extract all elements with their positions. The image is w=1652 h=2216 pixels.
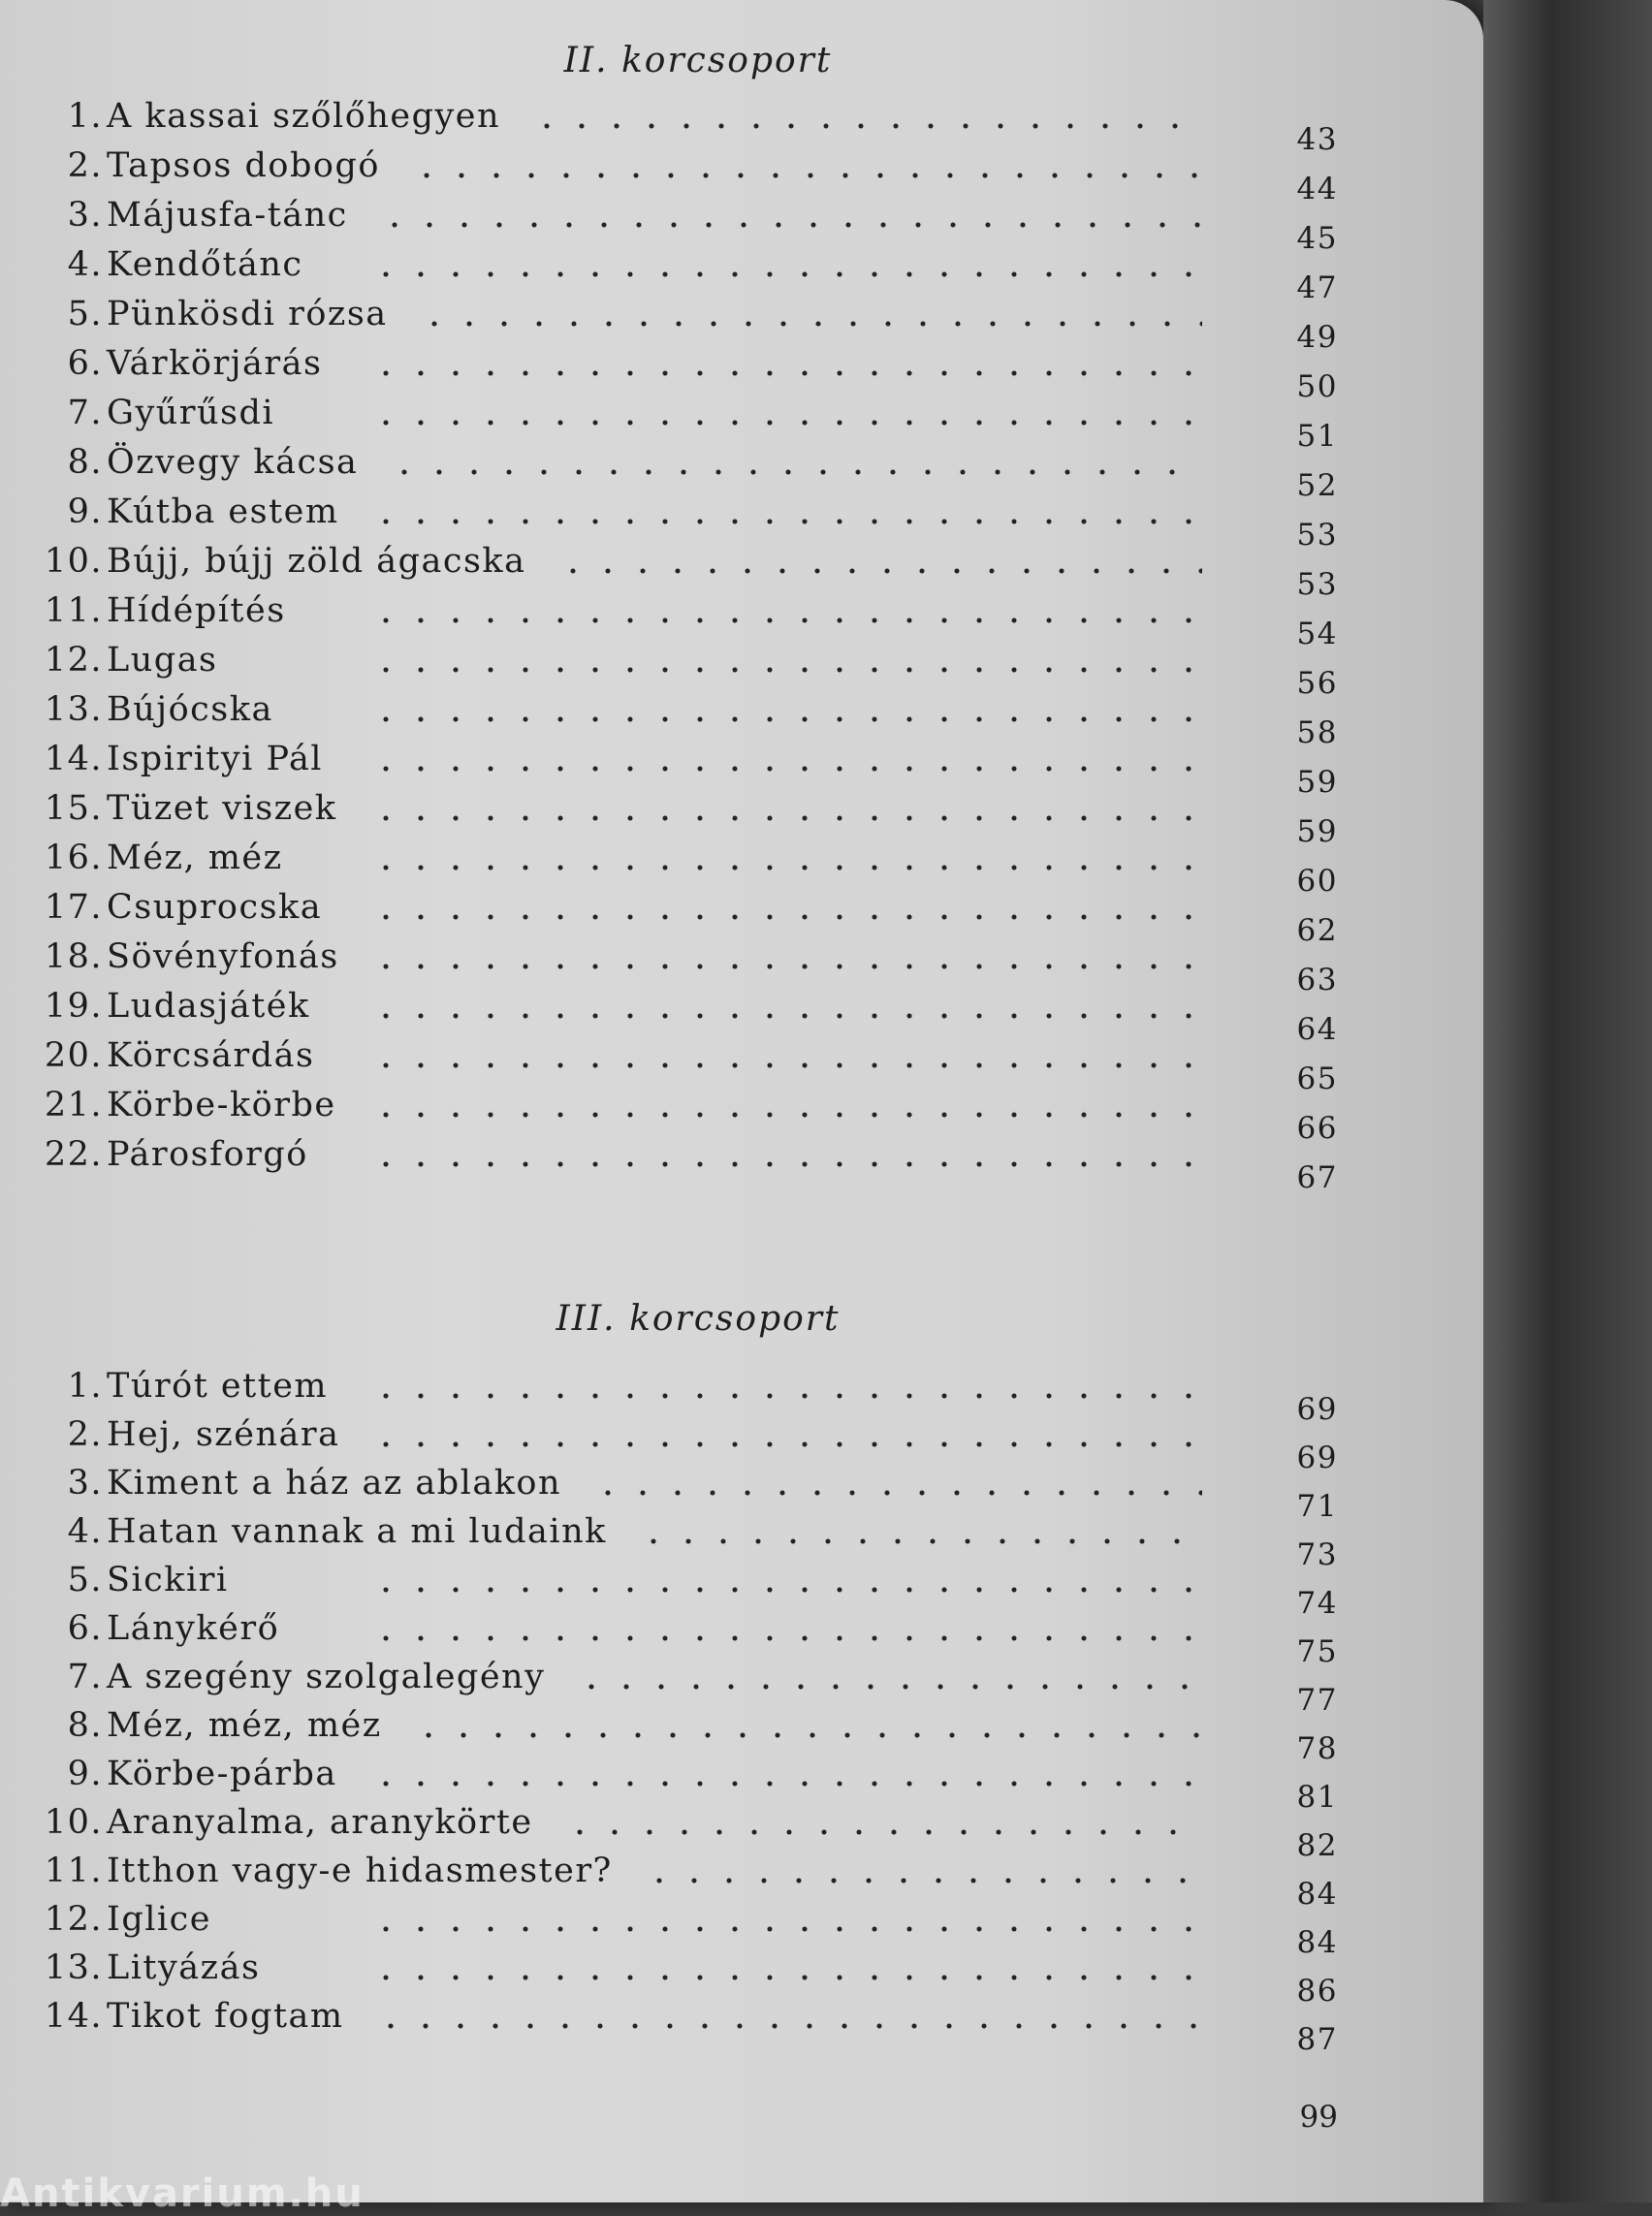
entry-title: Hej, szénára: [107, 1415, 340, 1454]
dot-leader: [642, 1877, 1202, 1884]
toc-entry: [0, 1415, 1338, 1475]
entry-number: 2.: [67, 1415, 103, 1454]
entry-title: Kiment a ház az ablakon: [107, 1464, 562, 1503]
toc-entry: [0, 1997, 1338, 2057]
entry-title: A kassai szőlőhegyen: [107, 97, 501, 136]
entry-page-number: 59: [1296, 814, 1338, 849]
dot-leader: [368, 1111, 1202, 1119]
toc-entry: [0, 987, 1338, 1047]
entry-page-number: 47: [1296, 270, 1338, 305]
dot-leader: [368, 1012, 1202, 1020]
dot-leader: [368, 666, 1202, 674]
toc-entry: [0, 394, 1338, 454]
dot-leader: [368, 1974, 1202, 1981]
entry-title: Várkörjárás: [107, 344, 323, 383]
toc-entry: [0, 641, 1338, 701]
book-edge: [1483, 0, 1652, 2202]
entry-page-number: 51: [1296, 419, 1338, 454]
toc-entry: [0, 1755, 1338, 1815]
toc-entry: [0, 1512, 1338, 1572]
toc-entry: [0, 97, 1338, 157]
entry-title: Özvegy kácsa: [107, 443, 359, 482]
toc-entry: [0, 344, 1338, 404]
entry-title: Tikot fogtam: [107, 1997, 344, 2036]
entry-page-number: 69: [1296, 1440, 1338, 1475]
entry-number: 18.: [44, 937, 103, 976]
entry-number: 5.: [67, 295, 103, 333]
dot-leader: [368, 1925, 1202, 1933]
entry-number: 19.: [44, 987, 103, 1026]
entry-number: 16.: [44, 839, 103, 877]
dot-leader: [409, 172, 1202, 179]
entry-title: Párosforgó: [107, 1135, 308, 1174]
entry-page-number: 73: [1296, 1537, 1338, 1572]
entry-title: Tüzet viszek: [107, 789, 337, 828]
dot-leader: [368, 913, 1202, 921]
toc-entry: [0, 1706, 1338, 1766]
section-heading-3: III. korcsoport: [556, 1299, 841, 1339]
dot-leader: [368, 715, 1202, 723]
entry-title: Körbe-párba: [107, 1755, 337, 1793]
entry-number: 3.: [67, 196, 103, 235]
entry-page-number: 56: [1296, 666, 1338, 701]
entry-number: 6.: [67, 1609, 103, 1648]
entry-title: A szegény szolgalegény: [107, 1658, 546, 1696]
dot-leader: [368, 419, 1202, 427]
dot-leader: [556, 567, 1202, 575]
entry-number: 1.: [67, 1367, 103, 1406]
dot-leader: [387, 468, 1202, 476]
toc-entry: [0, 937, 1338, 997]
entry-page-number: 52: [1296, 468, 1338, 503]
entry-number: 22.: [44, 1135, 103, 1174]
entry-page-number: 59: [1296, 765, 1338, 800]
entry-title: Sickiri: [107, 1561, 229, 1599]
entry-title: Lánykérő: [107, 1609, 280, 1648]
dot-leader: [368, 270, 1202, 278]
entry-title: Aranyalma, aranykörte: [107, 1803, 533, 1842]
entry-number: 11.: [44, 591, 103, 630]
toc-entry: [0, 839, 1338, 899]
entry-number: 20.: [44, 1036, 103, 1075]
entry-page-number: 84: [1296, 1925, 1338, 1960]
entry-title: Hídépítés: [107, 591, 286, 630]
entry-title: Hatan vannak a mi ludaink: [107, 1512, 607, 1551]
toc-entry: [0, 1852, 1338, 1912]
dot-leader: [373, 2022, 1202, 2030]
entry-number: 14.: [44, 1997, 103, 2036]
entry-title: Pünkösdi rózsa: [107, 295, 388, 333]
dot-leader: [574, 1683, 1202, 1691]
entry-number: 9.: [67, 492, 103, 531]
entry-number: 17.: [44, 888, 103, 927]
toc-entry: [0, 1561, 1338, 1621]
entry-number: 2.: [67, 146, 103, 185]
dot-leader: [529, 122, 1202, 130]
entry-number: 9.: [67, 1755, 103, 1793]
toc-entry: [0, 1367, 1338, 1427]
entry-number: 3.: [67, 1464, 103, 1503]
watermark: Antikvarium.hu: [0, 2171, 365, 2216]
entry-number: 7.: [67, 394, 103, 432]
toc-entry: [0, 1948, 1338, 2009]
entry-title: Lityázás: [107, 1948, 261, 1987]
entry-page-number: 49: [1296, 320, 1338, 355]
entry-page-number: 53: [1296, 518, 1338, 553]
page-number: 99: [1299, 2100, 1338, 2135]
dot-leader: [368, 765, 1202, 773]
entry-title: Kútba estem: [107, 492, 339, 531]
dot-leader: [368, 1440, 1202, 1448]
dot-leader: [368, 1061, 1202, 1069]
entry-page-number: 53: [1296, 567, 1338, 602]
toc-entry: [0, 740, 1338, 800]
entry-number: 7.: [67, 1658, 103, 1696]
entry-number: 15.: [44, 789, 103, 828]
entry-number: 11.: [44, 1852, 103, 1890]
entry-title: Körbe-körbe: [107, 1086, 336, 1124]
dot-leader: [368, 1780, 1202, 1788]
toc-entry: [0, 1803, 1338, 1863]
toc-entry: [0, 492, 1338, 553]
dot-leader: [411, 1731, 1202, 1739]
toc-entry: [0, 789, 1338, 849]
entry-page-number: 77: [1296, 1683, 1338, 1718]
dot-leader: [368, 1392, 1202, 1400]
entry-number: 12.: [44, 1900, 103, 1939]
dot-leader: [368, 518, 1202, 525]
toc-entry: [0, 1900, 1338, 1960]
dot-leader: [368, 369, 1202, 377]
toc-entry: [0, 542, 1338, 602]
entry-number: 4.: [67, 245, 103, 284]
entry-title: Méz, méz: [107, 839, 283, 877]
entry-title: Bújj, bújj zöld ágacska: [107, 542, 526, 581]
entry-number: 4.: [67, 1512, 103, 1551]
entry-page-number: 54: [1296, 617, 1338, 651]
dot-leader: [377, 221, 1202, 229]
dot-leader: [368, 814, 1202, 822]
section-heading-2: II. korcsoport: [563, 41, 833, 80]
entry-title: Itthon vagy-e hidasmester?: [107, 1852, 613, 1890]
toc-entry: [0, 245, 1338, 305]
entry-title: Csuprocska: [107, 888, 323, 927]
entry-title: Ludasjáték: [107, 987, 310, 1026]
entry-number: 1.: [67, 97, 103, 136]
dot-leader: [368, 1634, 1202, 1642]
entry-page-number: 75: [1296, 1634, 1338, 1669]
toc-entry: [0, 690, 1338, 750]
toc-entry: [0, 295, 1338, 355]
entry-page-number: 84: [1296, 1877, 1338, 1912]
entry-title: Sövényfonás: [107, 937, 339, 976]
entry-title: Körcsárdás: [107, 1036, 315, 1075]
toc-entry: [0, 1036, 1338, 1096]
entry-page-number: 81: [1296, 1780, 1338, 1815]
toc-entry: [0, 591, 1338, 651]
entry-page-number: 58: [1296, 715, 1338, 750]
entry-page-number: 71: [1296, 1489, 1338, 1524]
entry-page-number: 43: [1296, 122, 1338, 157]
entry-title: Ispirityi Pál: [107, 740, 324, 778]
entry-number: 10.: [44, 542, 103, 581]
entry-page-number: 63: [1296, 963, 1338, 997]
entry-title: Iglice: [107, 1900, 211, 1939]
toc-entry: [0, 443, 1338, 503]
entry-number: 10.: [44, 1803, 103, 1842]
entry-number: 13.: [44, 1948, 103, 1987]
entry-page-number: 62: [1296, 913, 1338, 948]
entry-page-number: 44: [1296, 172, 1338, 206]
dot-leader: [636, 1537, 1202, 1545]
entry-page-number: 64: [1296, 1012, 1338, 1047]
entry-page-number: 50: [1296, 369, 1338, 404]
entry-number: 6.: [67, 344, 103, 383]
entry-page-number: 65: [1296, 1061, 1338, 1096]
entry-title: Méz, méz, méz: [107, 1706, 382, 1745]
toc-entry: [0, 196, 1338, 256]
entry-page-number: 67: [1296, 1160, 1338, 1195]
toc-entry: [0, 888, 1338, 948]
dot-leader: [417, 320, 1202, 328]
entry-title: Májusfa-tánc: [107, 196, 348, 235]
dot-leader: [590, 1489, 1202, 1497]
dot-leader: [562, 1828, 1202, 1836]
toc-entry: [0, 1464, 1338, 1524]
entry-number: 13.: [44, 690, 103, 729]
entry-page-number: 82: [1296, 1828, 1338, 1863]
entry-page-number: 86: [1296, 1974, 1338, 2009]
toc-entry: [0, 1086, 1338, 1146]
entry-title: Tapsos dobogó: [107, 146, 380, 185]
entry-number: 14.: [44, 740, 103, 778]
dot-leader: [368, 864, 1202, 871]
entry-page-number: 78: [1296, 1731, 1338, 1766]
entry-number: 21.: [44, 1086, 103, 1124]
toc-entry: [0, 146, 1338, 206]
entry-title: Lugas: [107, 641, 218, 680]
entry-title: Kendőtánc: [107, 245, 303, 284]
entry-page-number: 60: [1296, 864, 1338, 899]
entry-title: Gyűrűsdi: [107, 394, 275, 432]
entry-number: 5.: [67, 1561, 103, 1599]
toc-entry: [0, 1135, 1338, 1195]
toc-entry: [0, 1609, 1338, 1669]
entry-title: Bújócska: [107, 690, 273, 729]
dot-leader: [368, 963, 1202, 970]
entry-title: Túrót ettem: [107, 1367, 329, 1406]
entry-page-number: 45: [1296, 221, 1338, 256]
entry-number: 12.: [44, 641, 103, 680]
entry-page-number: 69: [1296, 1392, 1338, 1427]
entry-page-number: 74: [1296, 1586, 1338, 1621]
entry-page-number: 87: [1296, 2022, 1338, 2057]
dot-leader: [368, 1160, 1202, 1168]
entry-page-number: 66: [1296, 1111, 1338, 1146]
dot-leader: [368, 1586, 1202, 1594]
entry-number: 8.: [67, 443, 103, 482]
dot-leader: [368, 617, 1202, 624]
entry-number: 8.: [67, 1706, 103, 1745]
toc-entry: [0, 1658, 1338, 1718]
